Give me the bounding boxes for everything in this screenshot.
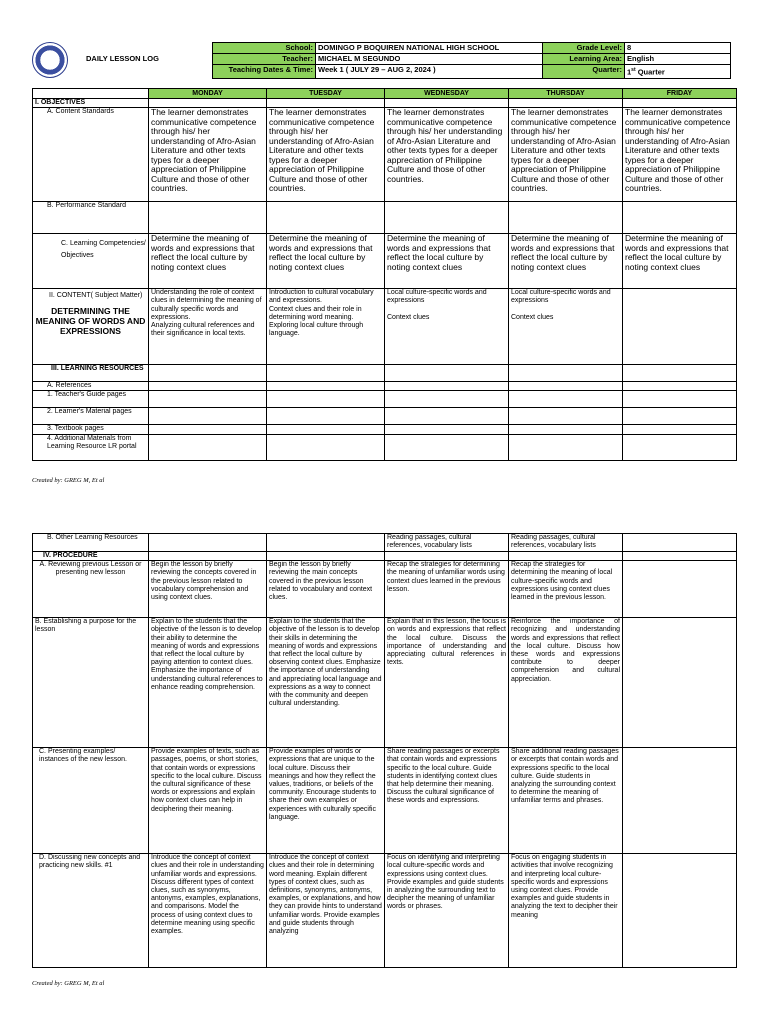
- discuss-label: D. Discussing new concepts and practicing new skills. #1: [33, 854, 149, 968]
- references-label: A. References: [33, 382, 149, 391]
- review-cell: Begin the lesson by briefly reviewing the concepts covered in the previous lesson related to vocabulary comprehension and using context clues.: [149, 561, 267, 618]
- discuss-cell: [623, 854, 737, 968]
- day-header: MONDAY: [149, 89, 267, 99]
- day-header: FRIDAY: [623, 89, 737, 99]
- content-cell: Understanding the role of context clues in determining the meaning of culturally specific words and expressions. Analyzing cultural references and their significance in local texts.: [149, 289, 267, 365]
- content-standard-cell: The learner demonstrates communicative competence through his/ her understanding of Afro-Asian Literature and other texts types for a deeper appreciation of Philippine Culture and those of other countries.: [267, 108, 385, 202]
- teacher-label: Teacher:: [213, 54, 316, 65]
- learning-resources-heading: III. LEARNING RESOURCES: [33, 365, 149, 382]
- quarter-value: 1st Quarter: [625, 65, 731, 79]
- review-label: A. Reviewing previous Lesson or presenting new lesson: [33, 561, 149, 618]
- grade-label: Grade Level:: [543, 43, 625, 54]
- content-cell: Local culture-specific words and expressions Context clues: [385, 289, 509, 365]
- area-label: Learning Area:: [543, 54, 625, 65]
- day-header: TUESDAY: [267, 89, 385, 99]
- competency-cell: Determine the meaning of words and expressions that reflect the local culture by noting context clues: [267, 234, 385, 289]
- created-by-note: Created by: GREG M, Et al: [32, 477, 105, 484]
- textbook-label: 3. Textbook pages: [33, 425, 149, 434]
- discuss-cell: Focus on engaging students in activities that involve recognizing and interpreting local culture-specific words and expressions using context clues. Provide examples and guide students in analyzing the text to decipher their meaning: [509, 854, 623, 968]
- dates-value: Week 1 ( JULY 29 – AUG 2, 2024 ): [316, 65, 543, 79]
- review-cell: Recap the strategies for determining the meaning of local culture-specific words and expressions using context clues learned in the previous lesson.: [509, 561, 623, 618]
- teachers-guide-label: 1. Teacher's Guide pages: [33, 391, 149, 408]
- content-standard-cell: The learner demonstrates communicative competence through his/ her understanding of Afro-Asian Literature and other texts types for a deeper appreciation of Philippine Culture and those of other countries.: [509, 108, 623, 202]
- competencies-label: C. Learning Competencies/ Objectives: [33, 234, 149, 289]
- competency-cell: Determine the meaning of words and expressions that reflect the local culture by noting context clues: [509, 234, 623, 289]
- other-resources-cell: Reading passages, cultural references, vocabulary lists: [385, 534, 509, 552]
- dates-label: Teaching Dates & Time:: [213, 65, 316, 79]
- examples-label: C. Presenting examples/ instances of the new lesson.: [33, 748, 149, 854]
- examples-cell: Provide examples of texts, such as passages, poems, or short stories, that contain words or expressions specific to the local culture. Discuss the cultural significance of these words or expressions and explain how context clues can help in deciphering their meaning.: [149, 748, 267, 854]
- review-cell: Recap the strategies for determining the meaning of unfamiliar words using context clues learned in the previous lesson.: [385, 561, 509, 618]
- other-resources-cell: Reading passages, cultural references, vocabulary lists: [509, 534, 623, 552]
- purpose-cell: [623, 618, 737, 748]
- performance-standard-label: B. Performance Standard: [33, 202, 149, 234]
- objectives-heading: I. OBJECTIVES: [33, 99, 149, 108]
- grade-value: 8: [625, 43, 731, 54]
- purpose-cell: Explain to the students that the objective of the lesson is to develop their skills in determining the meaning of words and expressions that reflect the local culture by observing context clues. Emphasize the importance of understanding and appreciating local language and expressions as a way to connect with the community and deepen cultural understanding.: [267, 618, 385, 748]
- discuss-cell: Focus on identifying and interpreting local culture-specific words and expressions using context clues. Provide examples and guide students in analyzing the surrounding text to decipher the meaning of unfamiliar words or phrases.: [385, 854, 509, 968]
- other-resources-cell: [623, 534, 737, 552]
- content-cell: Local culture-specific words and expressions Context clues: [509, 289, 623, 365]
- deped-seal-logo: [32, 42, 68, 78]
- content-standards-label: A. Content Standards: [33, 108, 149, 202]
- competency-cell: Determine the meaning of words and expressions that reflect the local culture by noting context clues: [385, 234, 509, 289]
- examples-cell: [623, 748, 737, 854]
- school-label: School:: [213, 43, 316, 54]
- purpose-cell: Reinforce the importance of recognizing and understanding words and expressions that reflect the local culture. Discuss how these words and expressions contribute to deeper comprehension and cultural appreciation.: [509, 618, 623, 748]
- document-title: DAILY LESSON LOG: [86, 54, 159, 63]
- content-label: II. CONTENT( Subject Matter): [49, 292, 143, 300]
- competency-cell: Determine the meaning of words and expressions that reflect the local culture by noting context clues: [623, 234, 737, 289]
- content-standard-cell: The learner demonstrates communicative competence through his/ her understanding of Afro-Asian Literature and other texts types for a deeper appreciation of Philippine Culture and those of other countries.: [385, 108, 509, 202]
- area-value: English: [625, 54, 731, 65]
- additional-materials-label: 4. Additional Materials from Learning Resource LR portal: [33, 434, 149, 460]
- purpose-cell: Explain to the students that the objective of the lesson is to develop their ability to determine the meaning of words and expressions that reflect the local culture by paying attention to context clues. Emphasize the importance of understanding cultural references to enhance reading comprehension.: [149, 618, 267, 748]
- day-header: THURSDAY: [509, 89, 623, 99]
- other-resources-label: B. Other Learning Resources: [33, 534, 149, 552]
- objectives-table: [32, 88, 737, 461]
- procedure-heading: IV. PROCEDURE: [33, 552, 149, 561]
- school-value: DOMINGO P BOQUIREN NATIONAL HIGH SCHOOL: [316, 43, 543, 54]
- discuss-cell: Introduce the concept of context clues and their role in understanding unfamiliar words and expressions. Discuss different types of context clues, such as synonyms, antonyms, examples, explanations, and comparisons. Model the process of using context clues to determine meaning using specific examples.: [149, 854, 267, 968]
- day-header: WEDNESDAY: [385, 89, 509, 99]
- procedure-table: [32, 533, 737, 968]
- learners-material-label: 2. Learner's Material pages: [33, 408, 149, 425]
- content-topic: DETERMINING THE MEANING OF WORDS AND EXPRESSIONS: [35, 306, 146, 337]
- competency-cell: Determine the meaning of words and expressions that reflect the local culture by noting context clues: [149, 234, 267, 289]
- other-resources-cell: [149, 534, 267, 552]
- quarter-label: Quarter:: [543, 65, 625, 79]
- created-by-note: Created by: GREG M, Et al: [32, 980, 105, 987]
- content-standard-cell: The learner demonstrates communicative competence through his/ her understanding of Afro-Asian Literature and other texts types for a deeper appreciation of Philippine Culture and those of other countries.: [623, 108, 737, 202]
- purpose-cell: Explain that in this lesson, the focus is on words and expressions that reflect the local culture. Discuss the importance of understanding and appreciating cultural references in texts.: [385, 618, 509, 748]
- other-resources-cell: [267, 534, 385, 552]
- examples-cell: Share additional reading passages or excerpts that contain words and expressions specific to the local culture. Guide students in analyzing the surrounding context to determine the meaning of unfamiliar terms and phrases.: [509, 748, 623, 854]
- review-cell: [623, 561, 737, 618]
- content-cell: Introduction to cultural vocabulary and expressions. Context clues and their role in determining word meaning. Exploring local culture through language.: [267, 289, 385, 365]
- purpose-label: B. Establishing a purpose for the lesson: [33, 618, 149, 748]
- header-info-table: [212, 42, 731, 79]
- examples-cell: Provide examples of words or expressions that are unique to the local culture. Discuss their meanings and how they reflect the values, traditions, or beliefs of the community. Encourage students to share their own examples or experiences with culturally specific language.: [267, 748, 385, 854]
- examples-cell: Share reading passages or excerpts that contain words and expressions specific to the local culture. Guide students in identifying context clues that help determine their meaning. Discuss the cultural significance of these words and expressions.: [385, 748, 509, 854]
- teacher-value: MICHAEL M SEGUNDO: [316, 54, 543, 65]
- content-standard-cell: The learner demonstrates communicative competence through his/ her understanding of Afro-Asian Literature and other texts types for a deeper appreciation of Philippine Culture and those of other countries.: [149, 108, 267, 202]
- discuss-cell: Introduce the concept of context clues and their role in determining word meaning. Explain different types of context clues, such as definitions, synonyms, antonyms, examples, or explanations, and how they can provide hints to understand unfamiliar words. Provide examples and guide students through analyzing: [267, 854, 385, 968]
- review-cell: Begin the lesson by briefly reviewing the main concepts covered in the previous lesson related to vocabulary and context clues.: [267, 561, 385, 618]
